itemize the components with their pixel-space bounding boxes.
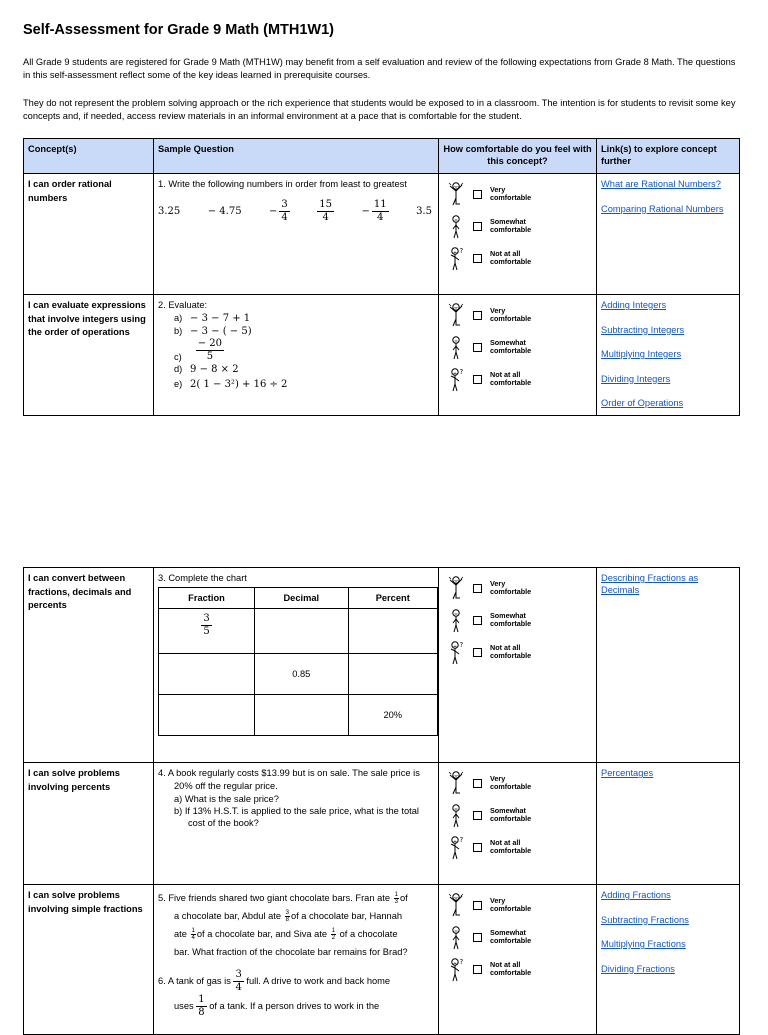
very-comfortable-checkbox[interactable] [473, 190, 482, 199]
assessment-table-1 [23, 138, 740, 416]
chart-cell-percent: 20% [348, 695, 438, 736]
link-subtracting-integers[interactable]: Subtracting Integers [601, 324, 685, 335]
links-cell [597, 174, 740, 295]
not-comfortable-checkbox[interactable] [473, 648, 482, 657]
question-5: 5. Five friends shared two giant chocolate bars. Fran ate $\frac{1}{3}$ of a chocolate bar, Abdul ate $\frac{3}{8}$ of a chocolate bar, Hannah ate $\frac{1}{4}$ of a chocolate bar, and Siva ate $\frac{1}{2}$ of a chocolate bar. What fraction of the chocolate bar remains for Brad? [158, 892, 408, 957]
very-comfortable-figure-icon [447, 574, 467, 602]
somewhat-comfortable-checkbox[interactable] [473, 222, 482, 231]
chart-cell-decimal: 0.85 [255, 654, 348, 695]
link-multiplying-fractions[interactable]: Multiplying Fractions [601, 939, 686, 949]
comfort-cell: Very comfortable Somewhat comfortable Not at all comfortable [439, 174, 597, 295]
link-percentages[interactable]: Percentages [601, 768, 654, 778]
header-concepts: Concept(s) [24, 139, 154, 174]
comfort-cell: Very comfortable Somewhat comfortable Not at all comfortable [439, 295, 597, 416]
links-cell [597, 885, 740, 1035]
question-cell [154, 174, 439, 295]
number: 3.25 [158, 206, 181, 217]
chart-cell-fraction: $\frac{3}{5}$ [159, 609, 255, 654]
link-multiplying-integers[interactable]: Multiplying Integers [601, 349, 682, 359]
number: 3.5 [416, 206, 432, 217]
question-text: 2. Evaluate: [158, 300, 208, 310]
number-list [158, 199, 434, 224]
link-comparing-rational-numbers[interactable]: Comparing Rational Numbers [601, 203, 724, 214]
table-row [24, 174, 740, 295]
chart-header-decimal: Decimal [255, 588, 348, 609]
very-comfortable-figure-icon [447, 891, 467, 919]
question-text: 3. Complete the chart [158, 573, 247, 583]
somewhat-comfortable-figure-icon [447, 801, 467, 829]
header-links: Link(s) to explore concept further [597, 139, 740, 174]
somewhat-comfortable-checkbox[interactable] [473, 811, 482, 820]
link-subtracting-fractions[interactable]: Subtracting Fractions [601, 914, 689, 925]
chart-header-percent: Percent [348, 588, 438, 609]
header-comfort: How comfortable do you feel with this concept? [439, 139, 597, 174]
intro-paragraph-2: They do not represent the problem solving approach or the rich experience that students would be exposed to in a classroom. The intention is for students to revisit some key concepts and, if needed, access review materials in an informal environment at a pace that is comfortable for the student. [23, 98, 736, 121]
header-sample-question: Sample Question [154, 139, 439, 174]
somewhat-comfortable-figure-icon [447, 212, 467, 240]
table-row [24, 295, 740, 416]
concept-cell: I can convert between fractions, decimals and percents [24, 568, 154, 763]
question-cell [154, 885, 439, 1035]
very-comfortable-figure-icon [447, 301, 467, 329]
somewhat-comfortable-checkbox[interactable] [473, 933, 482, 942]
concept-cell: I can evaluate expressions that involve integers using the order of operations [24, 295, 154, 416]
links-cell [597, 295, 740, 416]
not-comfortable-checkbox[interactable] [473, 843, 482, 852]
link-adding-fractions[interactable]: Adding Fractions [601, 890, 671, 900]
part-e: e) 2( 1 − 3²) + 16 ÷ 2 [174, 379, 288, 390]
question-cell [154, 295, 439, 416]
chart-cell-blank[interactable] [348, 609, 438, 654]
intro-paragraph-1: All Grade 9 students are registered for Grade 9 Math (MTH1W) may benefit from a self evaluation and review of the following expectations from Grade 8 Math. The questions in this self-assessment reflect some of the key ideas learned in prerequisite courses. [23, 57, 736, 80]
somewhat-comfortable-figure-icon [447, 606, 467, 634]
question-text: 4. A book regularly costs $13.99 but is on sale. The sale price is 20% off the regular price. [158, 768, 420, 791]
somewhat-comfortable-figure-icon [447, 333, 467, 361]
link-describing-fractions-as-decimals[interactable]: Describing Fractions as Decimals [601, 573, 699, 595]
very-comfortable-checkbox[interactable] [473, 584, 482, 593]
very-comfortable-checkbox[interactable] [473, 901, 482, 910]
comfort-cell: Very comfortable Somewhat comfortable Not at all comfortable [439, 763, 597, 885]
number: − 4.75 [207, 206, 242, 217]
not-comfortable-figure-icon [447, 833, 467, 861]
table-row [24, 885, 740, 1035]
question-text: 1. Write the following numbers in order from least to greatest [158, 179, 407, 189]
link-what-are-rational-numbers[interactable]: What are Rational Numbers? [601, 179, 721, 189]
part-a: a) − 3 − 7 + 1 [174, 313, 251, 324]
link-dividing-fractions[interactable]: Dividing Fractions [601, 963, 675, 974]
number: − $\frac{11}{4}$ [361, 199, 387, 223]
chart-cell-blank[interactable] [255, 609, 348, 654]
question-cell [154, 763, 439, 885]
not-comfortable-checkbox[interactable] [473, 254, 482, 263]
table-row [24, 763, 740, 885]
comfort-cell: Very comfortable Somewhat comfortable Not at all comfortable [439, 885, 597, 1035]
concept-cell: I can solve problems involving percents [24, 763, 154, 885]
link-dividing-integers[interactable]: Dividing Integers [601, 373, 671, 384]
comfort-cell: Very comfortable Somewhat comfortable Not at all comfortable [439, 568, 597, 763]
number: − $\frac{3}{4}$ [269, 199, 288, 223]
part-a: a) What is the sale price? [174, 794, 279, 804]
concept-cell: I can order rational numbers [24, 174, 154, 295]
somewhat-comfortable-checkbox[interactable] [473, 616, 482, 625]
question-6: 6. A tank of gas is $\frac{3}{4}$ full. A drive to work and back home uses $\frac{1}{8}$ of a tank. If a person drives to work in the [158, 969, 391, 1018]
part-b: b) − 3 − ( − 5) [174, 326, 252, 337]
chart-cell-blank[interactable] [159, 654, 255, 695]
conversion-chart [158, 587, 438, 736]
link-order-of-operations[interactable]: Order of Operations [601, 398, 684, 408]
links-cell [597, 763, 740, 885]
table-row [24, 568, 740, 763]
chart-header-fraction: Fraction [159, 588, 255, 609]
assessment-table-2 [23, 567, 740, 1035]
very-comfortable-figure-icon [447, 769, 467, 797]
part-c: c) $\frac{- 20}{5}$ [174, 338, 223, 362]
somewhat-comfortable-figure-icon [447, 923, 467, 951]
page-title: Self-Assessment for Grade 9 Math (MTH1W1) [23, 22, 335, 38]
link-adding-integers[interactable]: Adding Integers [601, 300, 667, 310]
very-comfortable-figure-icon [447, 180, 467, 208]
question-cell [154, 568, 439, 763]
not-comfortable-checkbox[interactable] [473, 965, 482, 974]
concept-cell: I can solve problems involving simple fractions [24, 885, 154, 1035]
not-comfortable-figure-icon [447, 638, 467, 666]
links-cell [597, 568, 740, 763]
very-comfortable-checkbox[interactable] [473, 311, 482, 320]
chart-cell-blank[interactable] [348, 654, 438, 695]
very-comfortable-checkbox[interactable] [473, 779, 482, 788]
not-comfortable-figure-icon [447, 244, 467, 272]
part-d: d) 9 − 8 × 2 [174, 364, 239, 375]
not-comfortable-checkbox[interactable] [473, 375, 482, 384]
somewhat-comfortable-checkbox[interactable] [473, 343, 482, 352]
not-comfortable-figure-icon [447, 955, 467, 983]
chart-cell-blank[interactable] [255, 695, 348, 736]
number: $\frac{15}{4}$ [319, 199, 332, 223]
chart-cell-blank[interactable] [159, 695, 255, 736]
not-comfortable-figure-icon [447, 365, 467, 393]
part-b: b) If 13% H.S.T. is applied to the sale price, what is the total cost of the book? [174, 806, 419, 828]
